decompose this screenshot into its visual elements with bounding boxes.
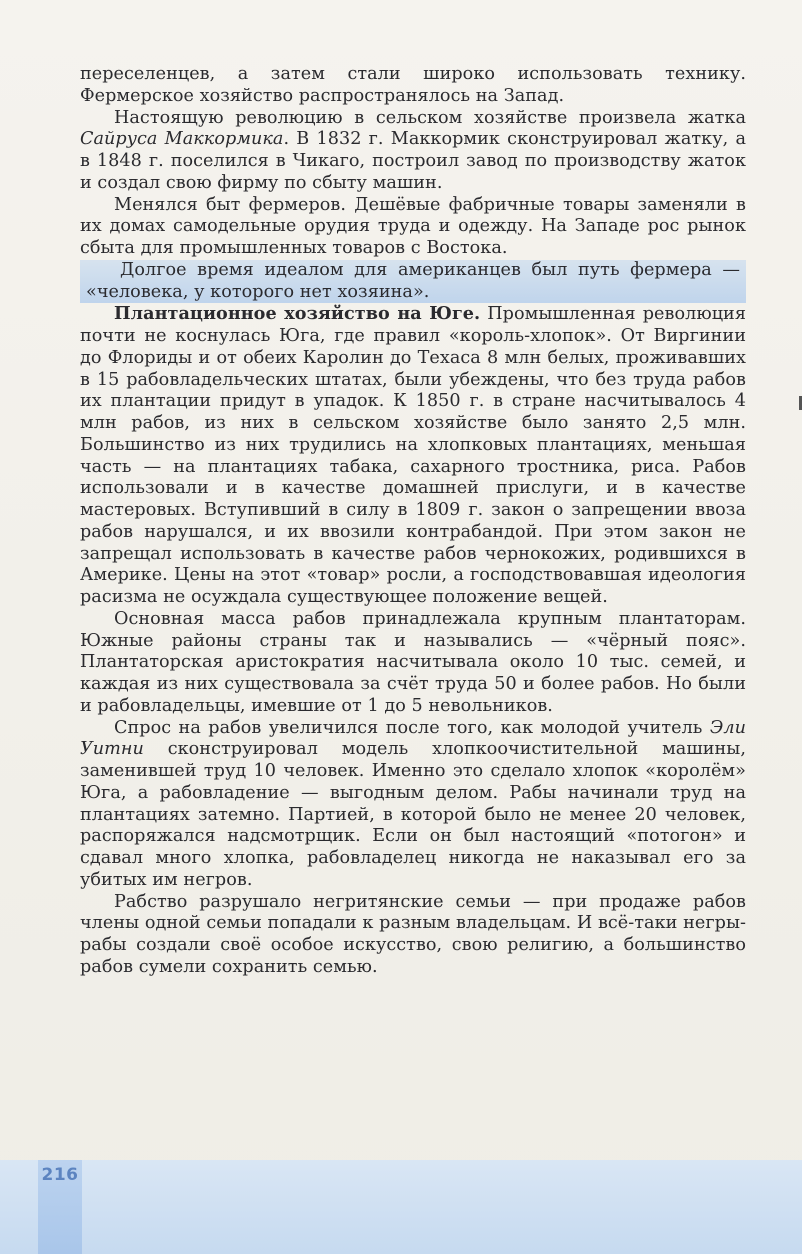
text-run: Настоящую революцию в сельском хозяйстве произвела жатка (114, 107, 746, 128)
text-run: Менялся быт фермеров. Дешёвые фабричные товары заменяли в их домах самодельные орудия труда и одежду. На Западе рос рынок сбыта для промышленных товаров с Востока. (80, 194, 746, 258)
text-run: Долгое время идеалом для американцев был путь фермера — «человека, у которого нет хозяина». (86, 259, 740, 302)
page-number: 216 (41, 1165, 79, 1185)
paragraph-p6 (80, 609, 746, 718)
text-run: сконструировал модель хлопкоочистительной машины, заменившей труд 10 человек. Именно это сделало хлопок «королём» Юга, а рабовладение — выгодным делом. Рабы начинали труд на плантациях затемно. Партией, в которой было не менее 20 человек, распоряжался надсмотрщик. Если он был настоящий «потогон» и сдавал много хлопка, рабовладелец никогда не наказывал его за убитых им негров. (80, 739, 746, 890)
paragraph-p4 (80, 260, 746, 304)
text-run: Промышленная революция почти не коснулась Юга, где правил «король-хлопок». От Виргинии до Флориды и от обеих Каролин до Техаса 8 млн белых, проживавших в 15 рабовладельческих штатах, были убеждены, что без труда рабов их плантации придут в упадок. К 1850 г. в стране насчитывалось 4 млн рабов, из них в сельском хозяйстве было занято 2,5 млн. Большинство из них трудились на хлопковых плантациях, меньшая часть — на плантациях табака, сахарного тростника, риса. Рабов использовали и в качестве домашней прислуги, и в качестве мастеровых. Вступивший в силу в 1809 г. закон о запрещении ввоза рабов нарушался, и их ввозили контрабандой. При этом закон не запрещал использовать в качестве рабов чернокожих, родившихся в Америке. Цены на этот «товар» росли, а господствовавшая идеология расизма не осуждала существующее положение вещей. (80, 304, 746, 607)
text-run: Спрос на рабов увеличился после того, как молодой учитель (114, 717, 710, 738)
text-run: . В 1832 г. Маккормик сконструировал жатку, а в 1848 г. поселился в Чикаго, построил завод по производству жаток и создал свою фирму по сбыту машин. (80, 129, 746, 193)
paragraph-p2 (80, 108, 746, 195)
text-run: Рабство разрушало негритянские семьи — при продаже рабов члены одной семьи попадали к разным владельцам. И всё-таки негры-рабы создали своё особое искусство, свою религию, а большинство рабов сумели сохранить семью. (80, 891, 746, 977)
text-run: Плантационное хозяйство на Юге. (114, 303, 481, 325)
bottom-margin-band (0, 1160, 802, 1254)
paragraph-p7 (80, 718, 746, 892)
paragraph-p8 (80, 892, 746, 979)
paragraph-p1 (80, 64, 746, 108)
paragraph-p5 (80, 303, 746, 609)
text-run: Основная масса рабов принадлежала крупным плантаторам. Южные районы страны так и назывались — «чёрный пояс». Плантаторская аристократия насчитывала около 10 тыс. семей, и каждая из них существовала за счёт труда 50 и более рабов. Но были и рабовладельцы, имевшие от 1 до 5 невольников. (80, 608, 746, 716)
text-run: Сайруса Маккормика (80, 129, 284, 150)
text-run: переселенцев, а затем стали широко использовать технику. Фермерское хозяйство распространялось на Запад. (80, 64, 746, 106)
body-text (80, 64, 746, 979)
text-run: Эли Уитни (80, 717, 746, 760)
paragraph-p3 (80, 195, 746, 260)
